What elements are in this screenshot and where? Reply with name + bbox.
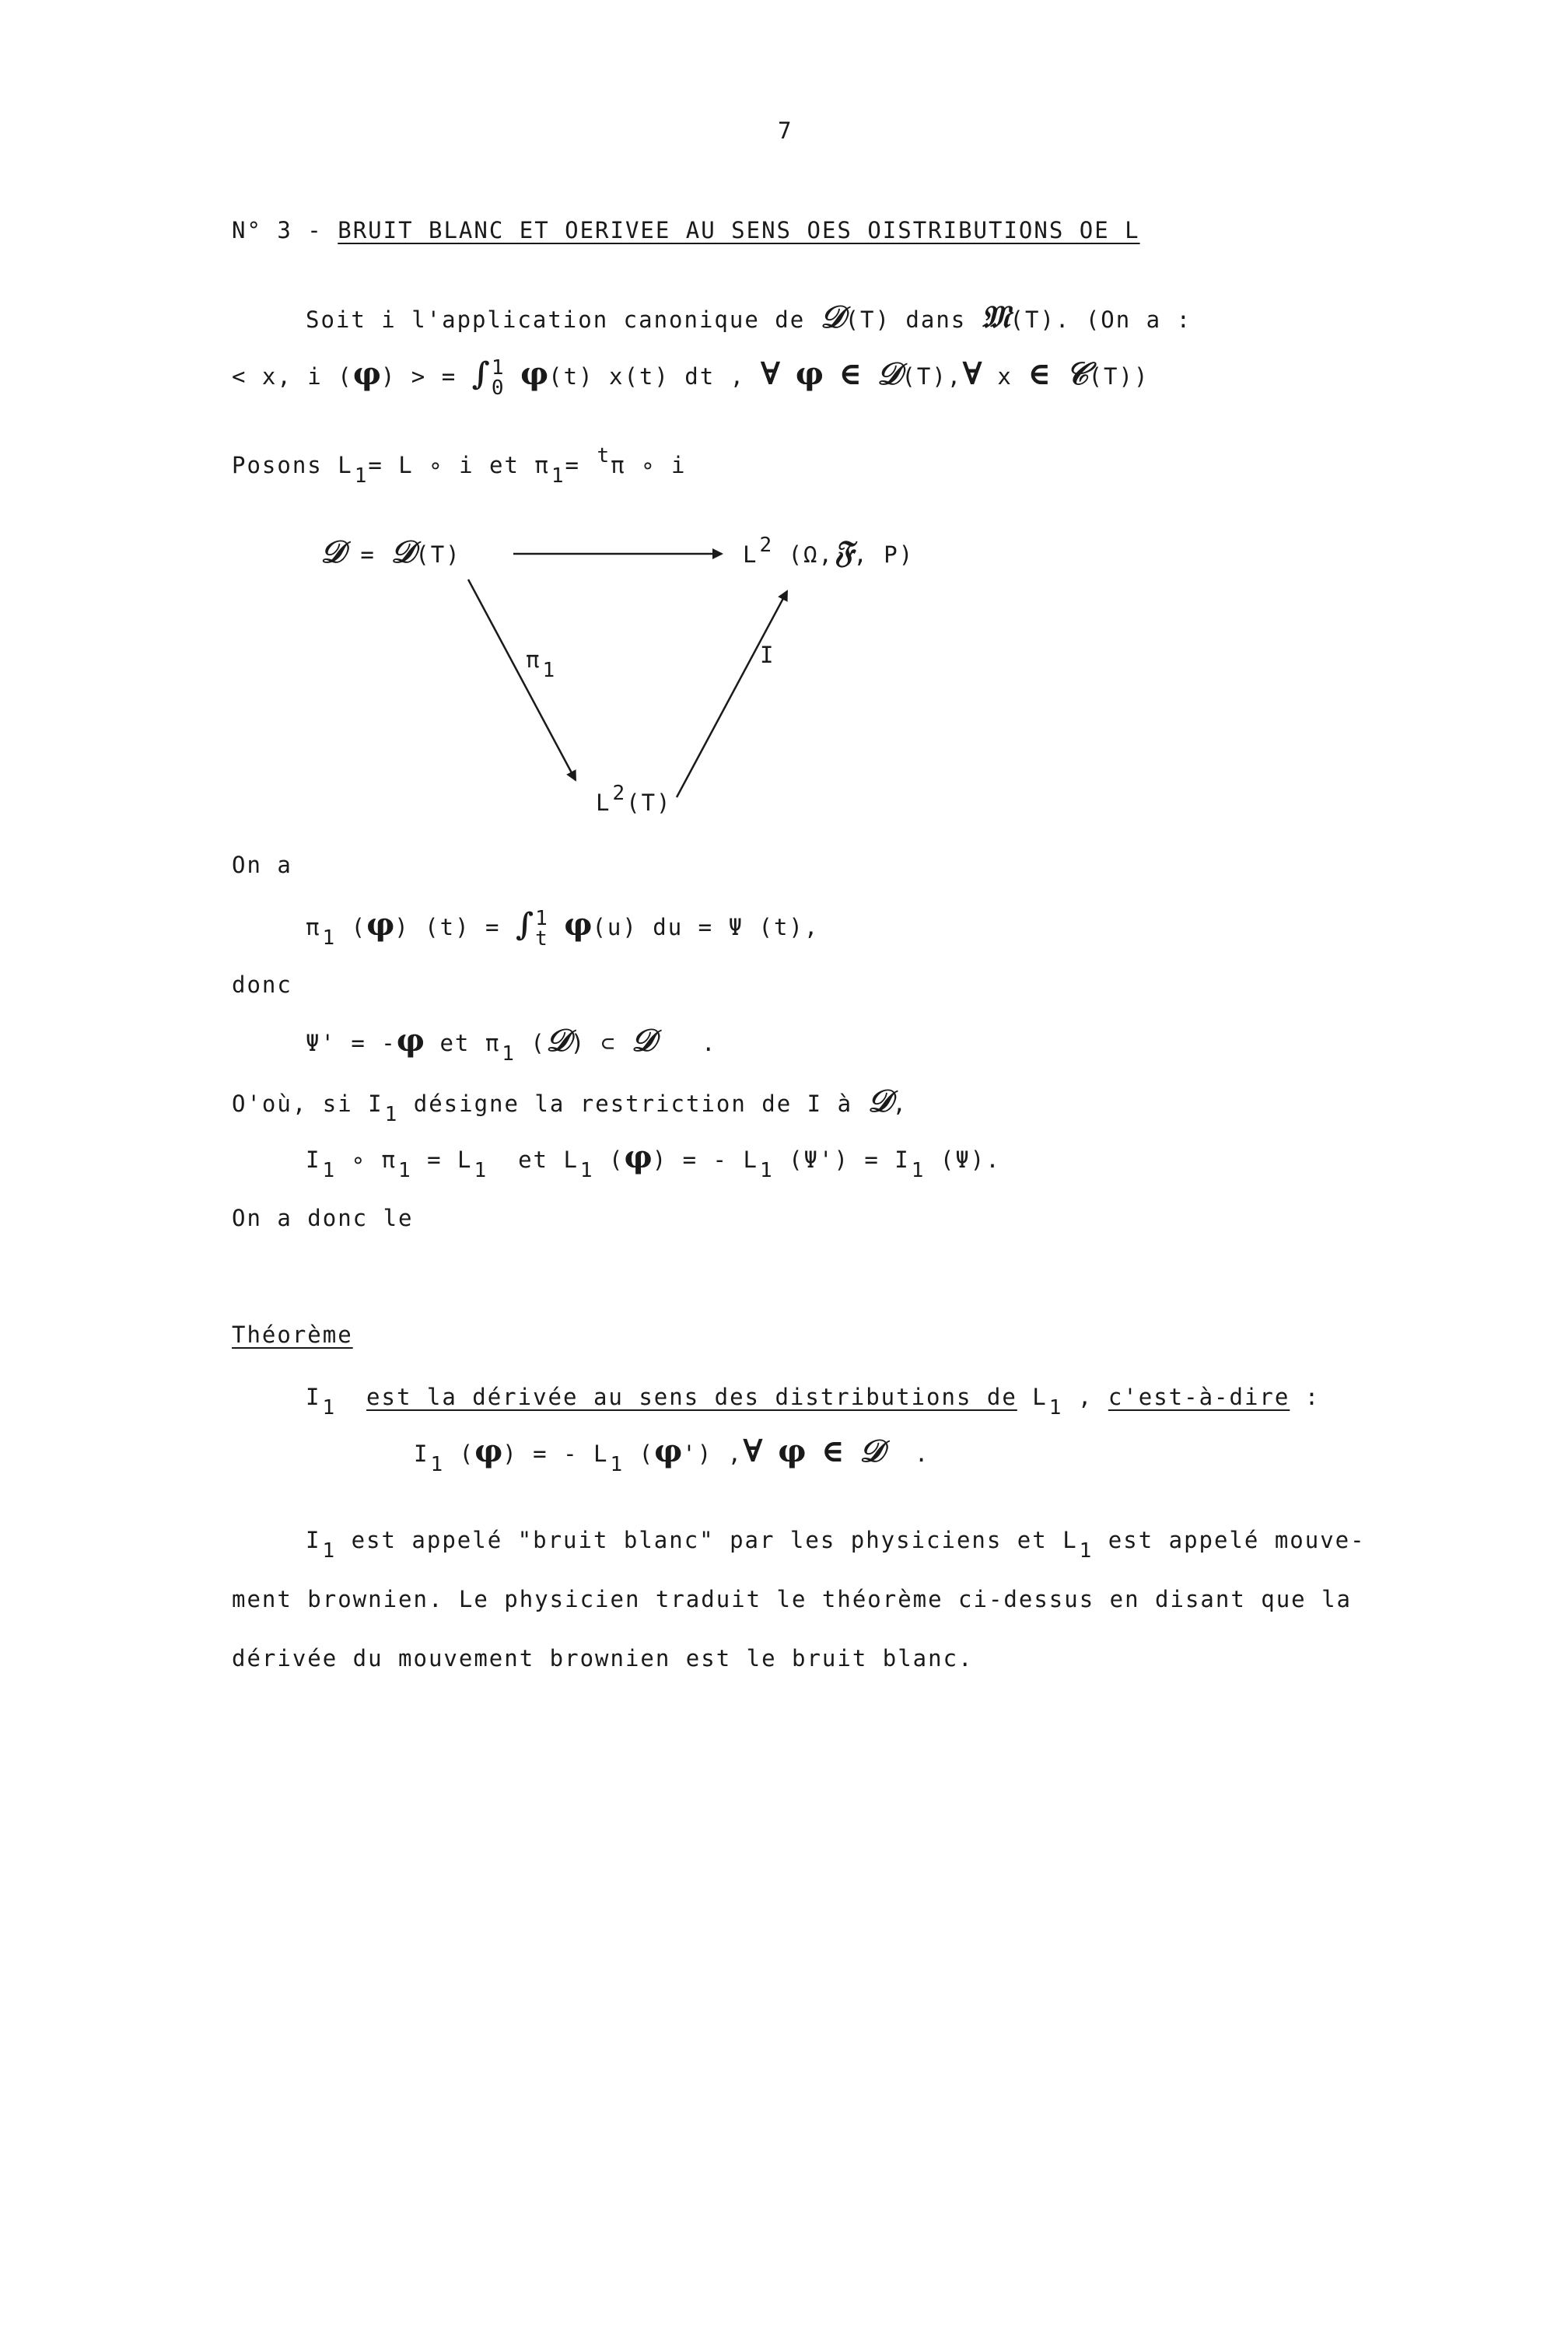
section-number: N° 3 -: [232, 217, 323, 243]
phi-symbol: φ: [474, 1433, 503, 1469]
intro-line-1: Soit i l'application canonique de 𝒟(T) dans 𝔐(T). (On a :: [306, 299, 1192, 335]
equation-psi-prime: Ψ' = -φ et π1 (𝒟) ⊂ 𝒟 .: [306, 1022, 717, 1066]
phi-symbol: φ: [352, 355, 381, 392]
forall-symbol: ∀: [962, 355, 982, 392]
arrow-i: [677, 591, 787, 797]
script-c-symbol: 𝒞: [1066, 355, 1089, 392]
fraktur-m-symbol: 𝔐: [981, 299, 1010, 335]
script-d-symbol: 𝒟: [320, 534, 345, 570]
integral-bounds: 1 t: [535, 907, 548, 950]
script-d-symbol: 𝒟: [867, 1083, 893, 1119]
script-d-symbol: 𝒟: [820, 299, 845, 335]
equation-pi1-phi: π1 (φ) (t) = ∫ 1 t φ(u) du = Ψ (t),: [306, 906, 820, 950]
script-d-symbol: 𝒟: [545, 1022, 571, 1059]
closing-line-3: dérivée du mouvement brownien est le bruit blanc.: [232, 1645, 974, 1672]
closing-line-2: ment brownien. Le physicien traduit le théorème ci-dessus en disant que la: [232, 1586, 1353, 1612]
script-d-symbol: 𝒟: [877, 355, 902, 392]
diagram-left-label: 𝒟 = 𝒟(T): [320, 534, 461, 570]
phi-symbol: φ: [795, 355, 824, 392]
diagram-bottom-label: L2(T): [596, 782, 672, 816]
fraktur-f-symbol: 𝔉: [833, 534, 854, 570]
diagram-pi1-label: π1: [526, 646, 555, 682]
on-a-text: On a: [232, 852, 292, 878]
section-title: BRUIT BLANC ET OERIVEE AU SENS OES OISTRIBUTIONS OE L: [338, 217, 1140, 243]
element-of-symbol: ∈: [1027, 355, 1051, 392]
on-a-donc-le-text: On a donc le: [232, 1205, 414, 1231]
theorem-equation: I1 (φ) = - L1 (φ') ,∀ φ ∈ 𝒟 .: [414, 1433, 930, 1476]
arrow-pi1: [468, 579, 576, 780]
script-d-symbol: 𝒟: [390, 534, 416, 570]
phi-symbol: φ: [366, 906, 395, 943]
forall-symbol: ∀: [760, 355, 781, 392]
phi-symbol: φ: [654, 1433, 683, 1469]
forall-symbol: ∀: [743, 1433, 763, 1469]
posons-line: Posons L1= L ∘ i et π1= tπ ∘ i: [232, 444, 687, 488]
transpose-mark: t: [597, 444, 610, 467]
phi-symbol: φ: [396, 1022, 425, 1059]
equation-i1-composition: I1 ∘ π1 = L1 et L1 (φ) = - L1 (Ψ') = I1 (Ψ).: [306, 1139, 1001, 1182]
theorem-statement: I1 est la dérivée au sens des distributions de L1 , c'est-à-dire :: [306, 1384, 1321, 1420]
intro-line-2: < x, i (φ) > = ∫ 1 0 φ(t) x(t) dt , ∀ φ ∈ 𝒟(T),∀ x ∈ 𝒞(T)): [232, 355, 1150, 400]
phi-symbol: φ: [520, 355, 549, 392]
page-number: 7: [778, 117, 793, 144]
phi-symbol: φ: [624, 1139, 653, 1175]
closing-line-1: I1 est appelé "bruit blanc" par les physiciens et L1 est appelé mouve-: [306, 1527, 1366, 1563]
theorem-heading: Théorème: [232, 1322, 353, 1348]
diagram-i-label: I: [760, 642, 775, 668]
script-d-symbol: 𝒟: [631, 1022, 656, 1059]
phi-symbol: φ: [564, 906, 593, 943]
element-of-symbol: ∈: [838, 355, 863, 392]
integral-symbol: ∫: [515, 906, 534, 943]
integral-symbol: ∫: [471, 355, 490, 392]
restriction-line: O'où, si I1 désigne la restriction de I à 𝒟,: [232, 1083, 908, 1126]
diagram-right-label: L2 (Ω,𝔉, P): [743, 534, 915, 570]
donc-text: donc: [232, 971, 292, 998]
script-d-symbol: 𝒟: [859, 1433, 884, 1469]
phi-symbol: φ: [778, 1433, 807, 1469]
integral-bounds: 1 0: [491, 356, 504, 400]
element-of-symbol: ∈: [821, 1433, 845, 1469]
